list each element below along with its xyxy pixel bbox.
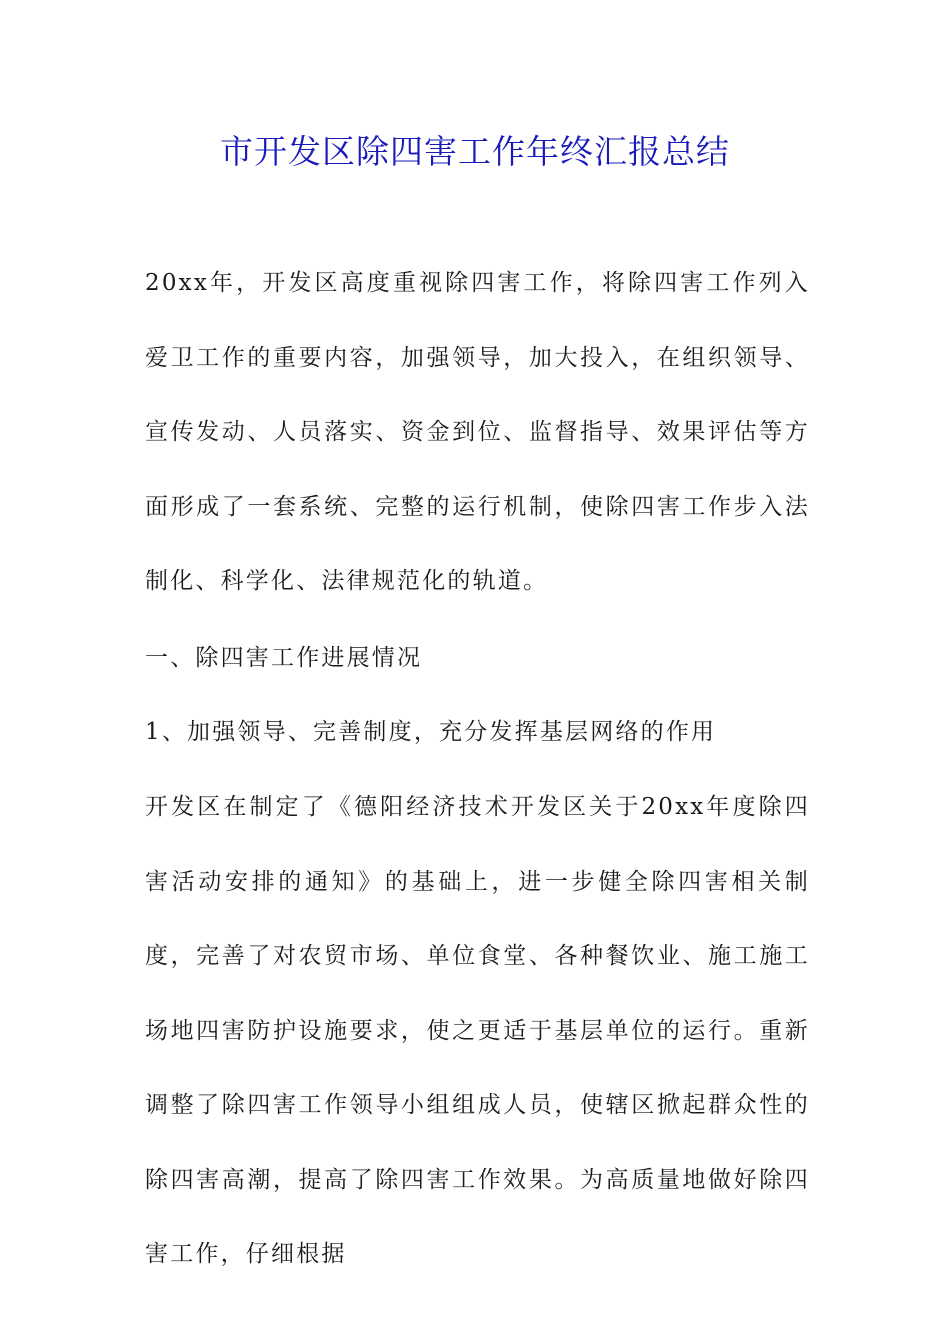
section-heading-block (145, 621, 810, 696)
body-paragraph: 开发区在制定了《德阳经济技术开发区关于20xx年度除四害活动安排的通知》的基础上，进一步健全除四害相关制度，完善了对农贸市场、单位食堂、各种餐饮业、施工施工场地四害防护设施要求，使之更适于基层单位的运行。重新调整了除四害工作领导小组组成人员，使辖区掀起群众性的除四害高潮，提高了除四害工作效果。为高质量地做好除四害工作，仔细根据 (145, 794, 810, 1267)
subsection-heading: 1、加强领导、完善制度，充分发挥基层网络的作用 (145, 719, 717, 745)
body-paragraph-block (145, 770, 810, 1292)
intro-paragraph-block (145, 246, 810, 619)
intro-paragraph: 20xx年，开发区高度重视除四害工作，将除四害工作列入爱卫工作的重要内容，加强领导，加大投入，在组织领导、宣传发动、人员落实、资金到位、监督指导、效果评估等方面形成了一套系统、完整的运行机制，使除四害工作步入法制化、科学化、法律规范化的轨道。 (145, 270, 810, 594)
document-title: 市开发区除四害工作年终汇报总结 (220, 132, 730, 171)
section-heading: 一、除四害工作进展情况 (145, 645, 423, 671)
subsection-heading-block (145, 695, 810, 770)
